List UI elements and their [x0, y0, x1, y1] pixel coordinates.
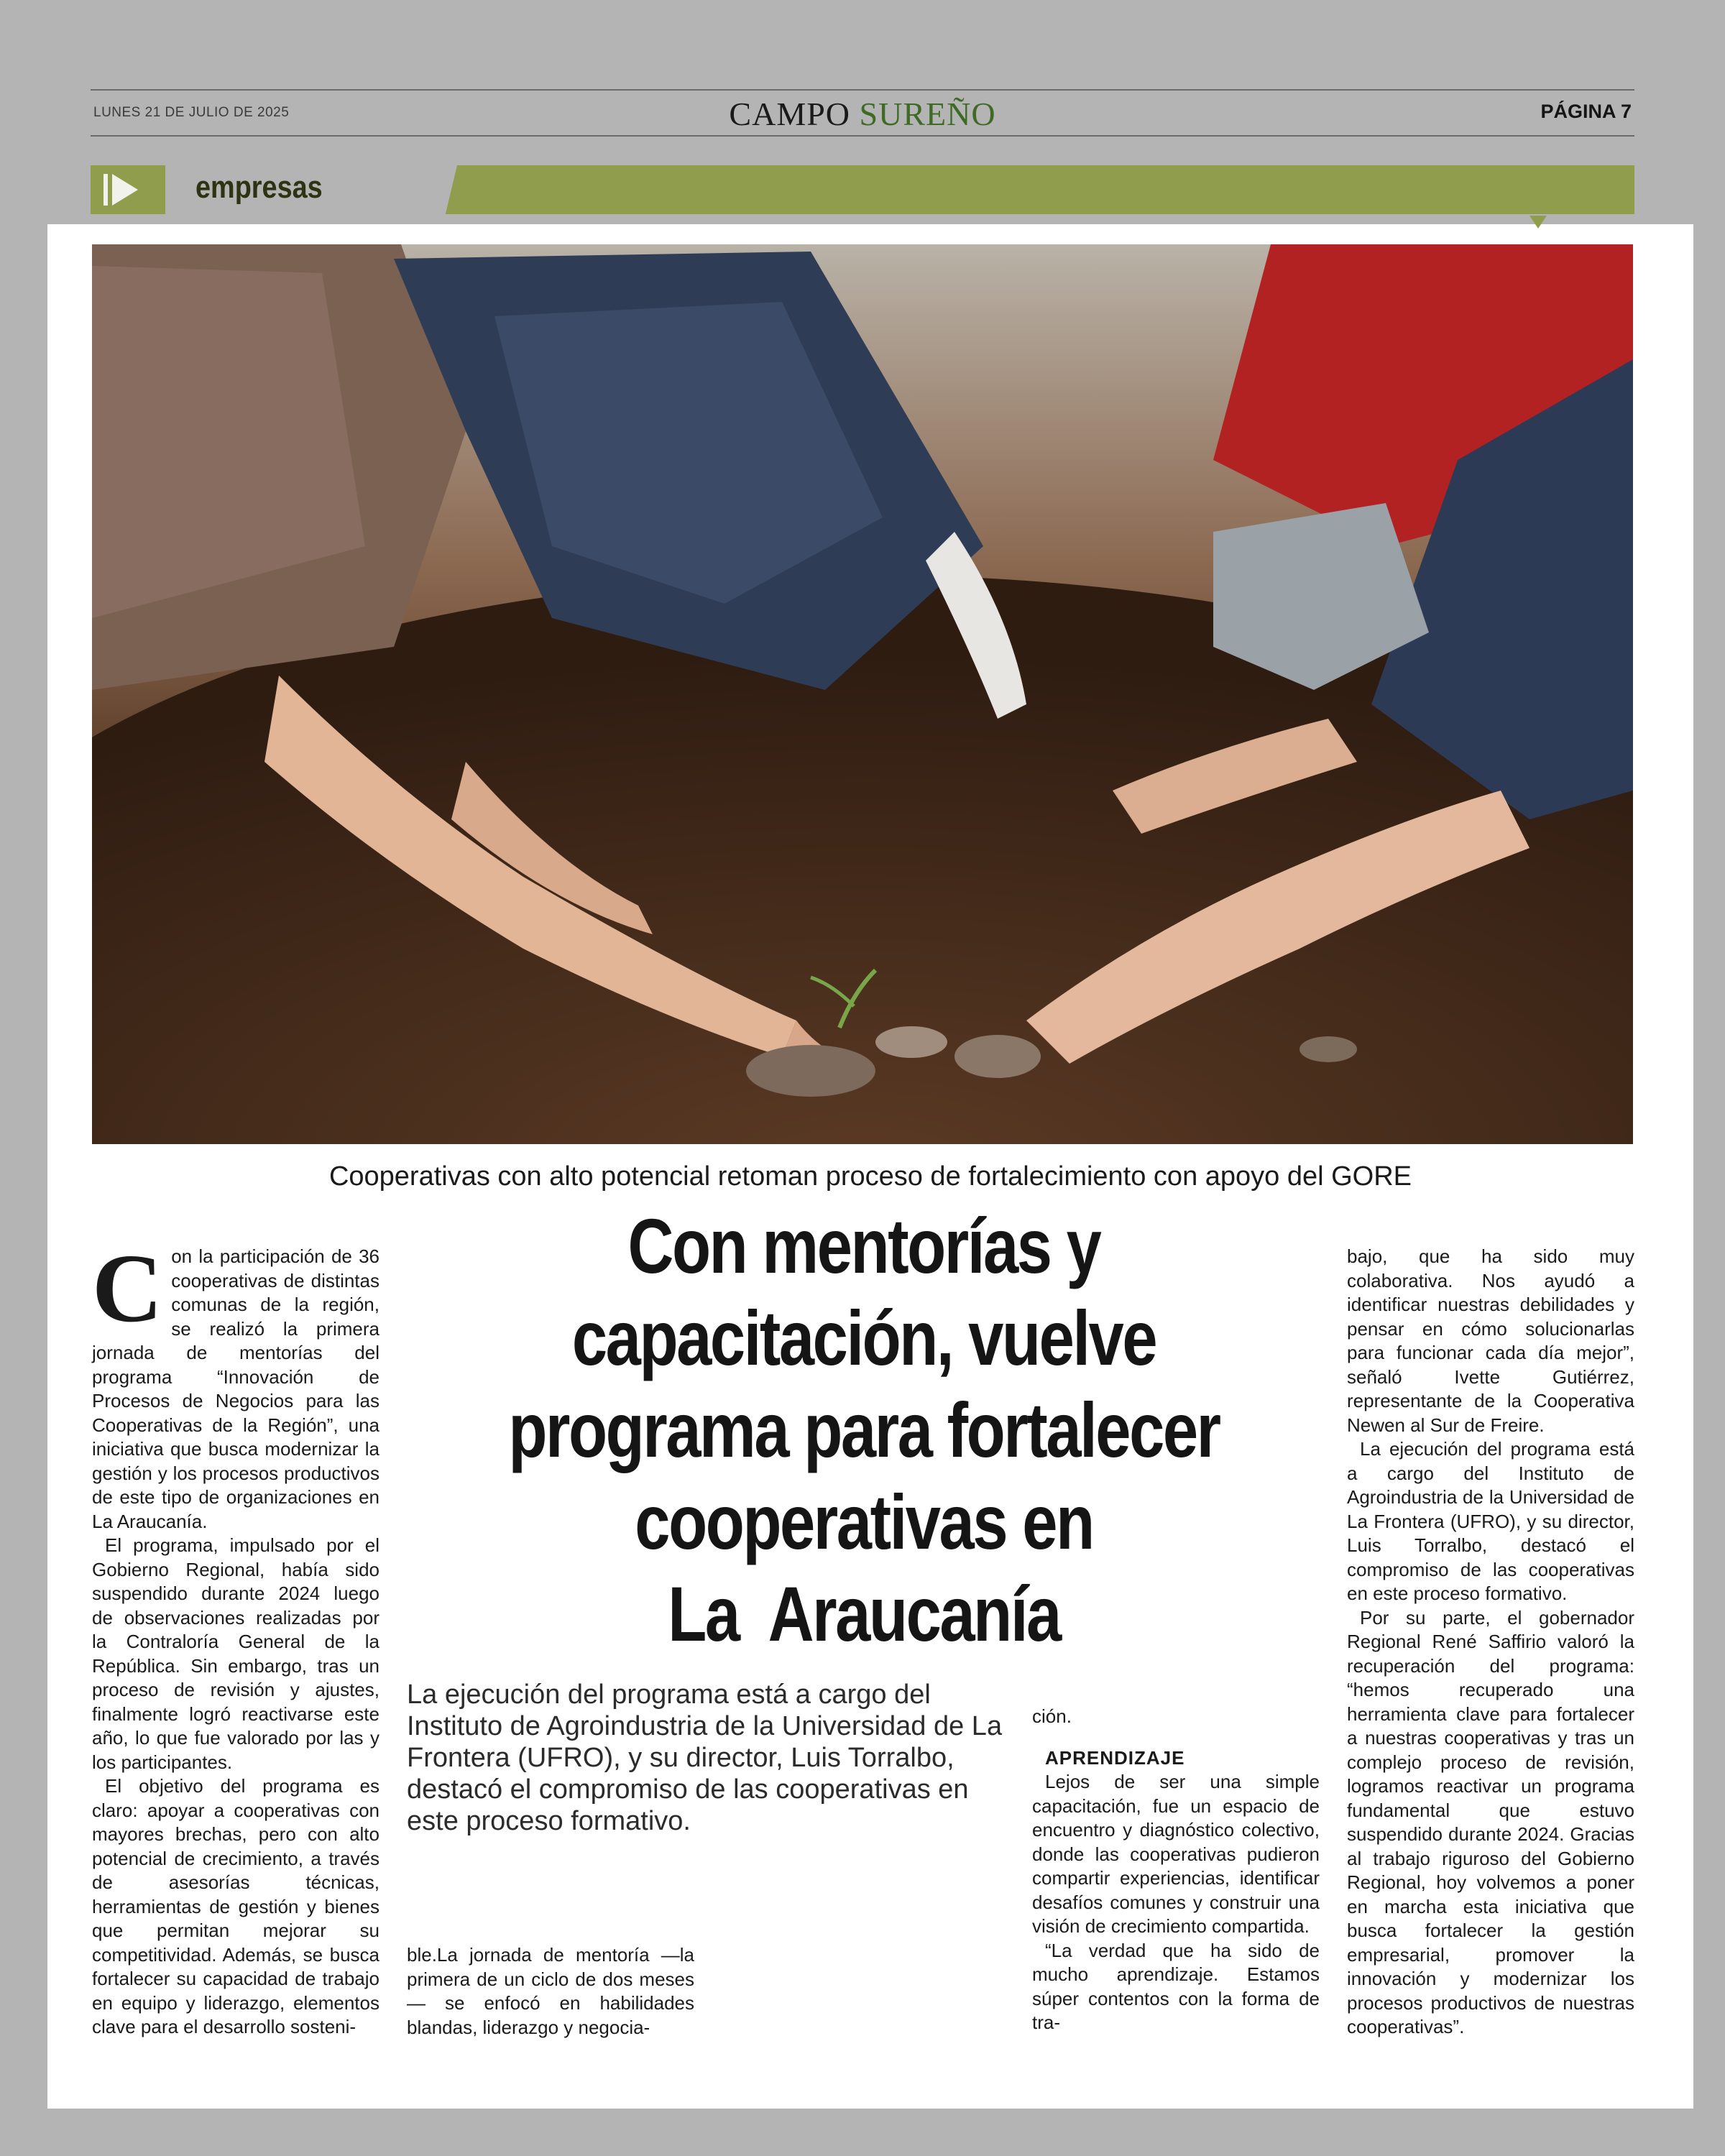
paragraph: ción. [1032, 1705, 1072, 1727]
paragraph: “La verdad que ha sido de mucho aprendizaje. Estamos súper contentos con la forma de tra- [1032, 1939, 1320, 2033]
headline-line: Con mentorías y [627, 1202, 1100, 1289]
play-arrow-icon [91, 165, 154, 214]
headline-line: cooperativas en [635, 1478, 1093, 1565]
headline-line: capacitación, vuelve [571, 1294, 1156, 1381]
top-rule [91, 89, 1634, 91]
column-1 [92, 1235, 380, 2040]
paragraph: El programa, impulsado por el Gobierno Regional, había sido suspendido durante 2024 luego de observaciones realizadas por la Contraloría General de la República. Sin embargo, tras un proceso de revisión y ajustes, finalmente logró reactivarse este año, lo que fue valorado por las y los participantes. [92, 1534, 380, 1773]
paragraph: El objetivo del programa es claro: apoyar a cooperativas con mayores brechas, pero con alto potencial de crecimiento, a través de asesorías técnicas, herramientas de gestión y bienes que permitan mejorar su competitividad. Además, se busca fortalecer su capacidad de trabajo en equipo y liderazgo, elementos clave para el desarrollo sosteni- [92, 1775, 380, 2037]
newspaper-brand: CAMPO SUREÑO [729, 96, 996, 132]
paragraph: bajo, que ha sido muy colaborativa. Nos ayudó a identificar nuestras debilidades y pensar en cómo solucionarlas para funcionar cada día mejor”, señaló Ivette Gutiérrez, representante de la Cooperativa Newen al Sur de Freire. [1347, 1245, 1634, 1436]
article-subtitle: Cooperativas con alto potencial retoman proceso de fortalecimiento con apoyo del GORE [328, 1161, 1412, 1192]
column-2 [407, 1943, 694, 2040]
article-sheet [47, 224, 1693, 2109]
section-label: empresas [196, 170, 323, 205]
column-3 [1032, 1705, 1320, 2035]
issue-date: LUNES 21 DE JULIO DE 2025 [93, 105, 290, 120]
paragraph: Por su parte, el gobernador Regional René Saffirio valoró la recuperación del programa: “hemos recuperado una herramienta clave para fortalecer a nuestras cooperativas y tras un complejo proceso de revisión, logramos reactivar un programa fundamental que estuvo suspendido durante 2024. Gracias al trabajo riguroso del Gobierno Regional, hoy volvemos a poner en marcha esta iniciativa que busca fortalecer la gestión empresarial, promover la innovación y modernizar los procesos productivos de nuestras cooperativas”. [1347, 1606, 1634, 2037]
paragraph: on la participación de 36 cooperativas de distintas comunas de la región, se realizó la primera jornada de mentorías del programa “Innovación de Procesos de Negocios para las Cooperativas de la Región”, una iniciativa que busca modernizar la gestión y los procesos productivos de este tipo de organizaciones en La Araucanía. [92, 1245, 380, 1532]
page-number: PÁGINA 7 [1540, 101, 1632, 122]
subheading: APRENDIZAJE [1045, 1746, 1185, 1769]
hands-in-soil-photo [92, 244, 1633, 1144]
column-4 [1347, 1245, 1634, 2040]
header-rule [91, 135, 1634, 137]
paragraph: Lejos de ser una simple capacitación, fue un espacio de encuentro y diagnóstico colectivo, donde las cooperativas pudieron compartir experiencias, identificar desafíos comunes y construir una visión de crecimiento compartida. [1032, 1771, 1320, 1937]
article-headline [487, 1200, 1241, 1660]
drop-cap: C [92, 1235, 163, 1342]
section-notch [1530, 216, 1547, 229]
paragraph: ble.La jornada de mentoría —la primera de un ciclo de dos meses— se enfocó en habilidades blandas, liderazgo y negocia- [407, 1944, 694, 2038]
headline-line: programa para fortalecer [508, 1386, 1220, 1473]
article-lead: La ejecución del programa está a cargo del Instituto de Agroindustria de la Universidad de La Frontera (UFRO), y su director, Luis Torralbo, destacó el compromiso de las cooperativas en este proceso formativo. [407, 1680, 1003, 1836]
paragraph: La ejecución del programa está a cargo del Instituto de Agroindustria de la Universidad de La Frontera (UFRO), y su director, Luis Torralbo, destacó el compromiso de las cooperativas en este proceso formativo. [1347, 1438, 1634, 1604]
headline-line: La Araucanía [668, 1570, 1060, 1657]
page-header [91, 89, 1634, 218]
